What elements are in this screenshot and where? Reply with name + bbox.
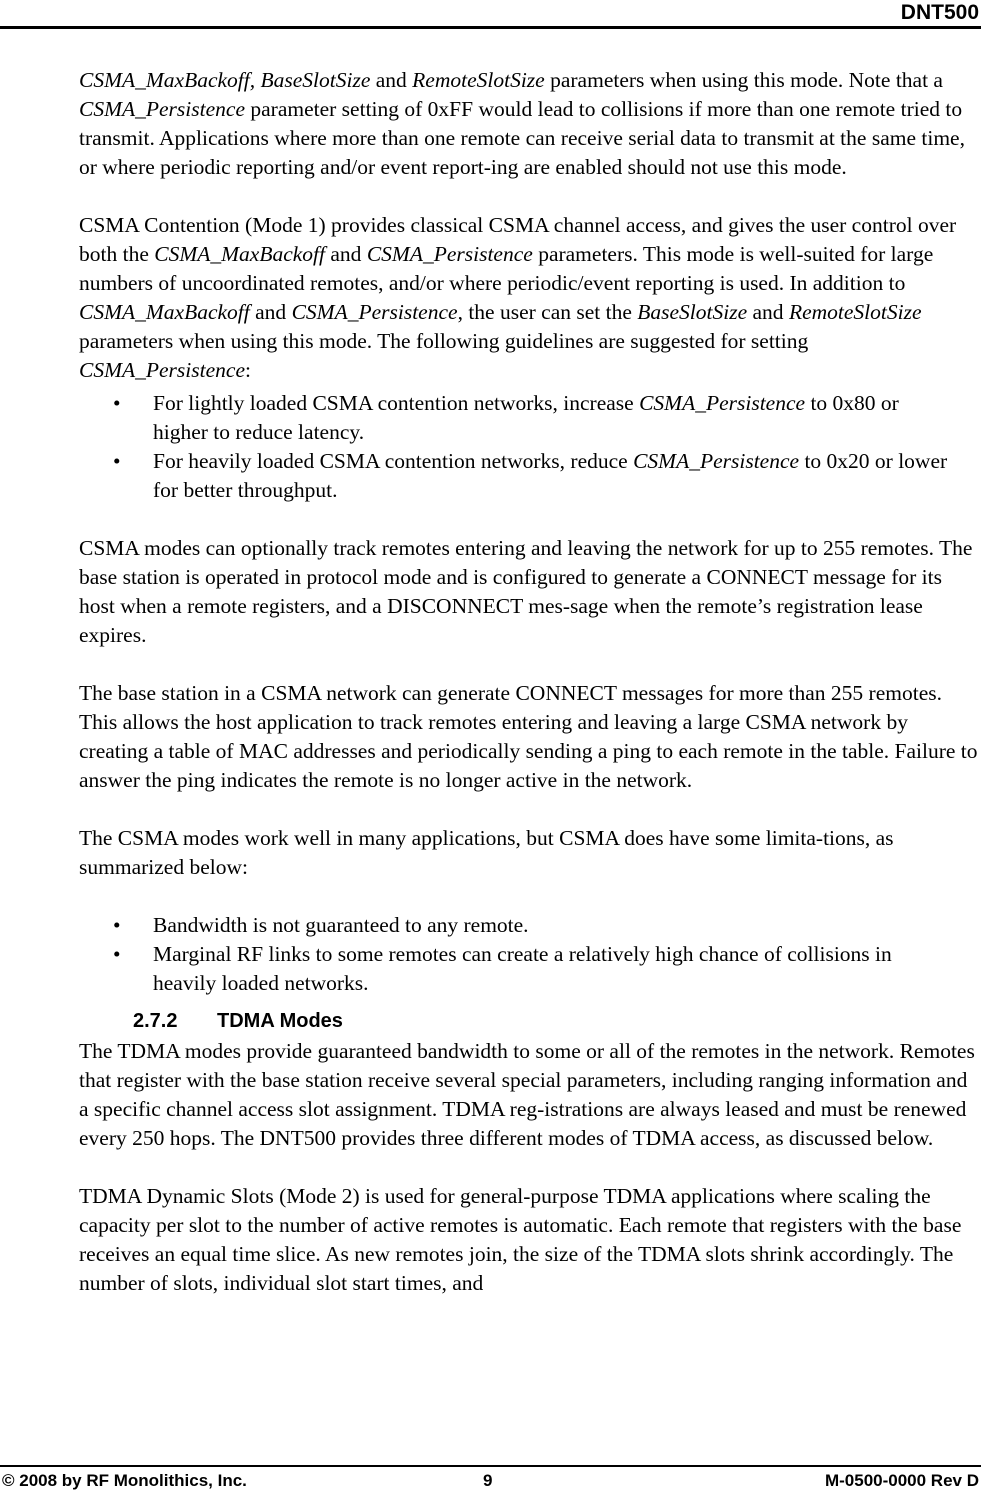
persistence-guidelines-list <box>79 389 981 505</box>
limitations-list <box>79 911 981 998</box>
footer-copyright: © 2008 by RF Monolithics, Inc. <box>2 1471 247 1490</box>
list-item <box>79 940 951 998</box>
bullet-icon: • <box>113 913 121 937</box>
bullet-icon: • <box>113 942 121 966</box>
paragraph-tdma-dynamic-slots: TDMA Dynamic Slots (Mode 2) is used for general-purpose TDMA applications where scaling the capacity per slot to the number of active remotes is automatic. Each remote that registers with the base receives an equal time slice. As new remotes join, the size of the TDMA slots shrink accordingly. The number of slots, individual slot start times, and <box>79 1184 962 1295</box>
paragraph-csma-limitations: The CSMA modes work well in many applications, but CSMA does have some limita-tions, as summarized below: <box>79 826 894 879</box>
list-item-text: For lightly loaded CSMA contention networks, increase CSMA_Persistence to 0x80 or higher to reduce latency. <box>153 391 899 444</box>
section-title: TDMA Modes <box>217 1010 343 1032</box>
footer-document-id: M-0500-0000 Rev D <box>824 1471 979 1490</box>
page-footer <box>0 1469 981 1493</box>
list-item-text: Bandwidth is not guaranteed to any remote. <box>153 913 529 937</box>
list-item <box>79 447 951 505</box>
section-heading <box>133 1008 981 1034</box>
list-item <box>79 389 951 447</box>
paragraph-tdma-intro: The TDMA modes provide guaranteed bandwidth to some or all of the remotes in the network. Remotes that register with the base station receive several special parameters, including ranging information and a specific channel access slot assignment. TDMA reg-istrations are always leased and must be renewed every 250 hops. The DNT500 provides three different modes of TDMA access, as discussed below. <box>79 1039 975 1150</box>
page-body <box>79 66 981 1298</box>
bullet-icon: • <box>113 449 121 473</box>
paragraph-csma-contention: CSMA Contention (Mode 1) provides classical CSMA channel access, and gives the user control over both the CSMA_MaxBackoff and CSMA_Persistence parameters. This mode is well-suited for large numbers of uncoordinated remotes, and/or where periodic/event reporting is used. In addition to CSMA_MaxBackoff and CSMA_Persistence, the user can set the BaseSlotSize and RemoteSlotSize parameters when using this mode. The following guidelines are suggested for setting CSMA_Persistence: <box>79 213 957 382</box>
list-item-text: For heavily loaded CSMA contention networks, reduce CSMA_Persistence to 0x20 or lower for better throughput. <box>153 449 948 502</box>
paragraph-connect-messages: The base station in a CSMA network can generate CONNECT messages for more than 255 remotes. This allows the host application to track remotes entering and leaving a large CSMA network by creating a table of MAC addresses and periodically sending a ping to each remote in the table. Failure to answer the ping indicates the remote is no longer active in the network. <box>79 681 978 792</box>
bullet-icon: • <box>113 391 121 415</box>
header-divider <box>0 26 981 29</box>
document-header-title: DNT500 <box>900 1 979 24</box>
section-number: 2.7.2 <box>133 1010 178 1032</box>
footer-page-number: 9 <box>483 1471 493 1490</box>
list-item-text: Marginal RF links to some remotes can create a relatively high chance of collisions in heavily loaded networks. <box>153 942 892 995</box>
list-item <box>79 911 951 940</box>
paragraph-csma-params: CSMA_MaxBackoff, BaseSlotSize and RemoteSlotSize parameters when using this mode. Note that a CSMA_Persistence parameter setting of 0xFF would lead to collisions if more than one remote tried to transmit. Applications where more than one remote can receive serial data to transmit at the same time, or where periodic reporting and/or event report-ing are enabled should not use this mode. <box>79 68 965 179</box>
footer-divider <box>0 1465 981 1467</box>
paragraph-remote-tracking: CSMA modes can optionally track remotes entering and leaving the network for up to 255 remotes. The base station is operated in protocol mode and is configured to generate a CONNECT message for its host when a remote registers, and a DISCONNECT mes-sage when the remote’s registration lease expires. <box>79 536 973 647</box>
